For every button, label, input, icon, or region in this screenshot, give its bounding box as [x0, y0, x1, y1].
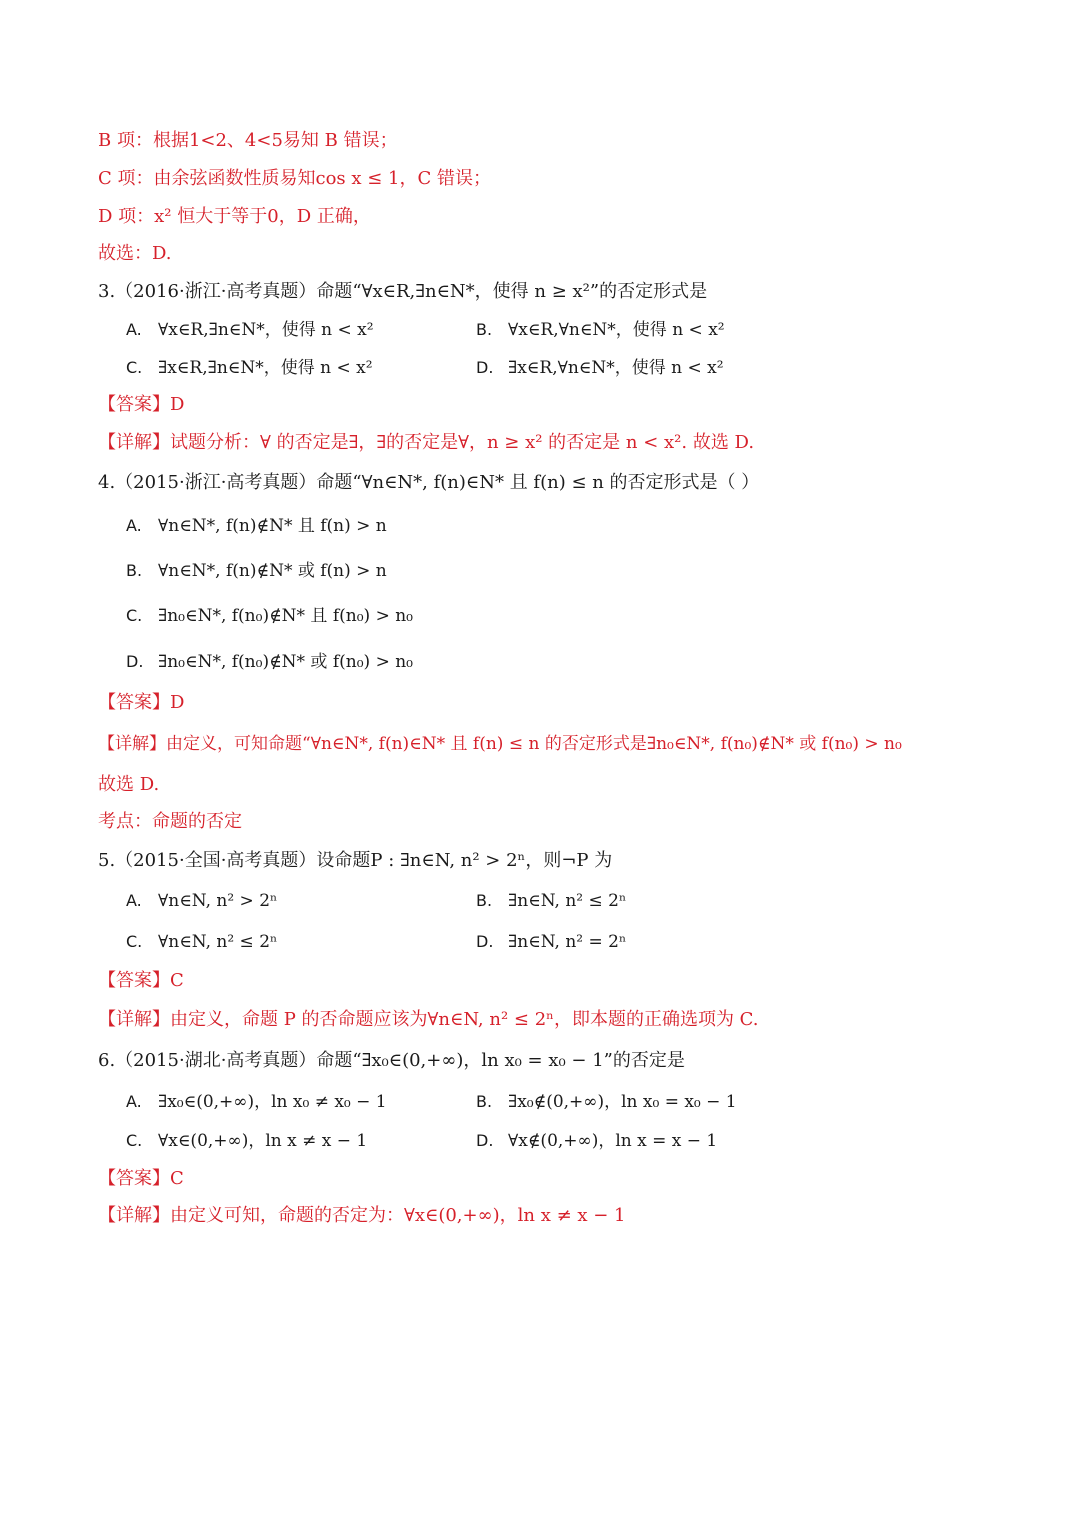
option-key: B. [126, 561, 143, 580]
q3-answer: 【答案】D [98, 394, 185, 415]
option-key: C. [126, 1131, 143, 1150]
q3-option-a [126, 317, 374, 343]
q5-option-a [126, 888, 277, 914]
question-6: 6.（2015·湖北·高考真题）命题“∃x₀∈(0,+∞)，ln x₀ = x₀ − 1”的否定是 [98, 1050, 685, 1071]
q3-option-c [126, 355, 373, 381]
option-key: A. [126, 320, 142, 339]
q5-option-d [476, 929, 626, 955]
q3-option-b [476, 317, 725, 343]
question-4: 4.（2015·浙江·高考真题）命题“∀n∈N*, f(n)∈N* 且 f(n) ≤ n 的否定形式是（ ） [98, 472, 760, 493]
option-key: C. [126, 606, 143, 625]
option-text: ∀n∈N, n² ≤ 2ⁿ [158, 932, 278, 952]
option-text: ∃x₀∉(0,+∞)，ln x₀ = x₀ − 1 [508, 1092, 737, 1112]
option-key: D. [476, 1131, 494, 1150]
option-text: ∃n∈N, n² = 2ⁿ [508, 932, 627, 952]
question-3: 3.（2016·浙江·高考真题）命题“∀x∈R,∃n∈N*，使得 n ≥ x²”的否定形式是 [98, 281, 708, 302]
q5-answer: 【答案】C [98, 970, 184, 991]
option-key: D. [476, 358, 494, 377]
option-text: ∃x₀∈(0,+∞)，ln x₀ ≠ x₀ − 1 [158, 1092, 387, 1112]
q6-option-c [126, 1128, 367, 1154]
q3-explanation: 【详解】试题分析：∀ 的否定是∃，∃的否定是∀，n ≥ x² 的否定是 n < x². 故选 D. [98, 432, 755, 453]
q4-answer: 【答案】D [98, 692, 185, 713]
q5-option-b [476, 888, 626, 914]
option-text: ∀n∈N, n² > 2ⁿ [158, 891, 278, 911]
option-text: ∃x∈R,∃n∈N*，使得 n < x² [158, 358, 373, 378]
option-text: ∀x∈R,∃n∈N*，使得 n < x² [158, 320, 374, 340]
q4-explanation: 【详解】由定义，可知命题“∀n∈N*, f(n)∈N* 且 f(n) ≤ n 的否定形式是∃n₀∈N*, f(n₀)∉N* 或 f(n₀) > n₀ [98, 734, 902, 754]
question-5: 5.（2015·全国·高考真题）设命题P : ∃n∈N, n² > 2ⁿ，则¬P 为 [98, 850, 613, 871]
q6-option-a [126, 1089, 387, 1115]
option-key: B. [476, 891, 493, 910]
option-key: C. [126, 932, 143, 951]
solution-line-d: D 项：x² 恒大于等于0，D 正确， [98, 206, 371, 227]
q4-option-c [126, 603, 413, 629]
q4-option-b [126, 558, 387, 584]
q4-option-a [126, 513, 387, 539]
option-key: D. [126, 652, 144, 671]
q3-option-d [476, 355, 724, 381]
option-text: ∀n∈N*, f(n)∉N* 或 f(n) > n [158, 561, 387, 581]
q5-explanation: 【详解】由定义，命题 P 的否命题应该为∀n∈N, n² ≤ 2ⁿ，即本题的正确选项为 C. [98, 1009, 759, 1030]
option-text: ∀x∉(0,+∞)，ln x = x − 1 [508, 1131, 718, 1151]
q6-option-b [476, 1089, 737, 1115]
solution-line-b: B 项：根据1<2、4<5易知 B 错误； [98, 130, 398, 151]
option-key: B. [476, 1092, 493, 1111]
q6-explanation: 【详解】由定义可知，命题的否定为：∀x∈(0,+∞)，ln x ≠ x − 1 [98, 1205, 626, 1226]
option-text: ∀n∈N*, f(n)∉N* 且 f(n) > n [158, 516, 387, 536]
option-key: C. [126, 358, 143, 377]
option-key: A. [126, 891, 142, 910]
option-key: D. [476, 932, 494, 951]
option-text: ∃n₀∈N*, f(n₀)∉N* 且 f(n₀) > n₀ [158, 606, 413, 626]
option-text: ∃n₀∈N*, f(n₀)∉N* 或 f(n₀) > n₀ [158, 652, 413, 672]
option-text: ∃x∈R,∀n∈N*，使得 n < x² [508, 358, 724, 378]
option-key: A. [126, 1092, 142, 1111]
option-text: ∀x∈R,∀n∈N*，使得 n < x² [508, 320, 725, 340]
option-key: A. [126, 516, 142, 535]
option-text: ∃n∈N, n² ≤ 2ⁿ [508, 891, 627, 911]
solution-line-c: C 项：由余弦函数性质易知cos x ≤ 1，C 错误； [98, 168, 491, 189]
option-key: B. [476, 320, 493, 339]
q4-option-d [126, 649, 413, 675]
q5-option-c [126, 929, 277, 955]
q6-answer: 【答案】C [98, 1168, 184, 1189]
q4-selection: 故选 D. [98, 774, 160, 795]
q4-keypoint: 考点：命题的否定 [98, 811, 242, 832]
option-text: ∀x∈(0,+∞)，ln x ≠ x − 1 [158, 1131, 368, 1151]
solution-selection: 故选：D. [98, 243, 172, 264]
q6-option-d [476, 1128, 717, 1154]
